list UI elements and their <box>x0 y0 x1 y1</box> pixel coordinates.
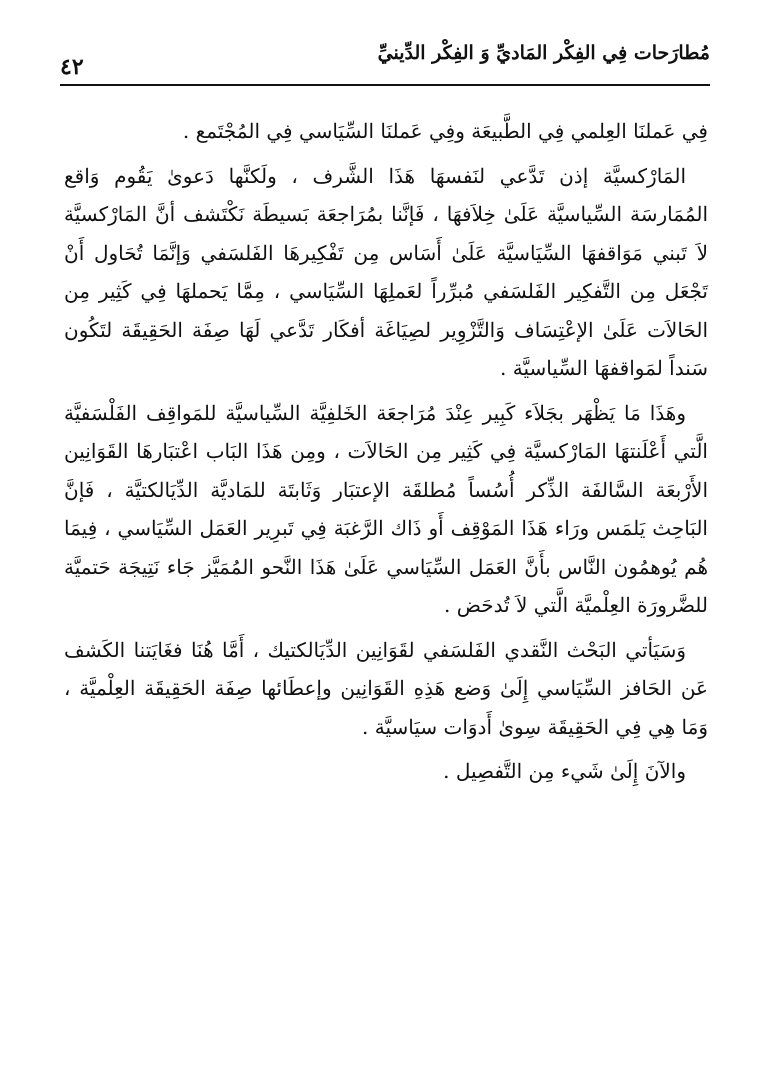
page-number: ٤٢ <box>60 54 84 80</box>
body-text <box>64 112 708 797</box>
paragraph-5: والآنَ إِلَىٰ شَيء مِن التَّفصِيل . <box>443 759 686 783</box>
paragraph-2: المَارْكسيَّة إذن تَدَّعي لنَفسهَا هَذَا الشَّرف ، ولَكنَّها دَعوىٰ يَقُوم وَاقع المُمَارسَة السِّياسيَّة عَلَىٰ خِلاَفهَا ، فَإنَّنا بمُرَاجعَة بَسيطَة نَكْتَشف أنَّ المَارْكسيَّة لاَ تَبني مَوَاقفهَا السِّيَاسيَّة عَلَىٰ أَسَاس مِن تَفْكِيرهَا الفَلسَفي وَإنَّمَا تُحَاول أَنْ تَجْعَل مِن التَّفكِير الفَلسَفي مُبرِّراً لعَملِهَا السِّيَاسي ، مِمَّا يَحملهَا فِي كَثِير مِن الحَالاَت عَلَىٰ الإعْتِسَاف وَالتَّزْوِير لصِيَاغَة أفكَار تَدَّعي لَهَا صِفَة الحَقِيقَة لتَكُون سَنداً لمَواقفهَا السِّياسيَّة . <box>64 163 708 380</box>
paragraph-1: فِي عَملنَا العِلمي فِي الطَّبيعَة وفِي عَملنَا السِّيَاسي فِي المُجْتَمع . <box>182 119 708 143</box>
header-divider <box>60 84 710 86</box>
paragraph-3: وهَذَا مَا يَظْهَر بجَلاَء كَبِير عِنْدَ مُرَاجعَة الخَلفِيَّة السِّياسيَّة للمَواقِف الفَلْسَفيَّة الَّتي أَعْلَنتهَا المَارْكسيَّة فِي كَثِير مِن الحَالاَت ، ومِن هَذَا البَاب اعْتبَارهَا القَوَانِين الأَرْبعَة السَّالفَة الذِّكر أُسُساً مُطلقَة الإعتبَار وَثَابتَة للمَاديَّة الدِّيَالكتيَّة ، فَإنَّ البَاحِث يَلمَس ورَاء هَذَا المَوْقِف أَو ذَاك الرَّغبَة فِي تَبرِير العَمَل السِّيَاسي ، فِيمَا هُم يُوهمُون النَّاس بأَنَّ العَمَل السِّيَاسي عَلَىٰ هَذَا النَّحو المُمَيَّز جَاء نَتِيجَة حَتميَّة للضَّرورَة العِلْميَّة الَّتي لاَ تُدحَض . <box>64 400 708 617</box>
paragraph-4: وَسَيَأتي البَحْث النَّقدي الفَلسَفي لقَوَانِين الدِّيَالكتيك ، أَمَّا هُنَا فغَايَتنا الكَشف عَن الحَافز السِّيَاسي إِلَىٰ وَضع هَذِهِ القَوَانِين وإعطَائها صِفَة الحَقِيقَة العِلْميَّة ، وَمَا هِي فِي الحَقِيقَة سِوىٰ أَدوَات سيَاسيَّة . <box>64 637 708 739</box>
page-header <box>60 40 710 86</box>
running-title: مُطارَحات فِي الفِكْر المَاديِّ وَ الفِكْر الدِّينيِّ <box>377 42 710 64</box>
